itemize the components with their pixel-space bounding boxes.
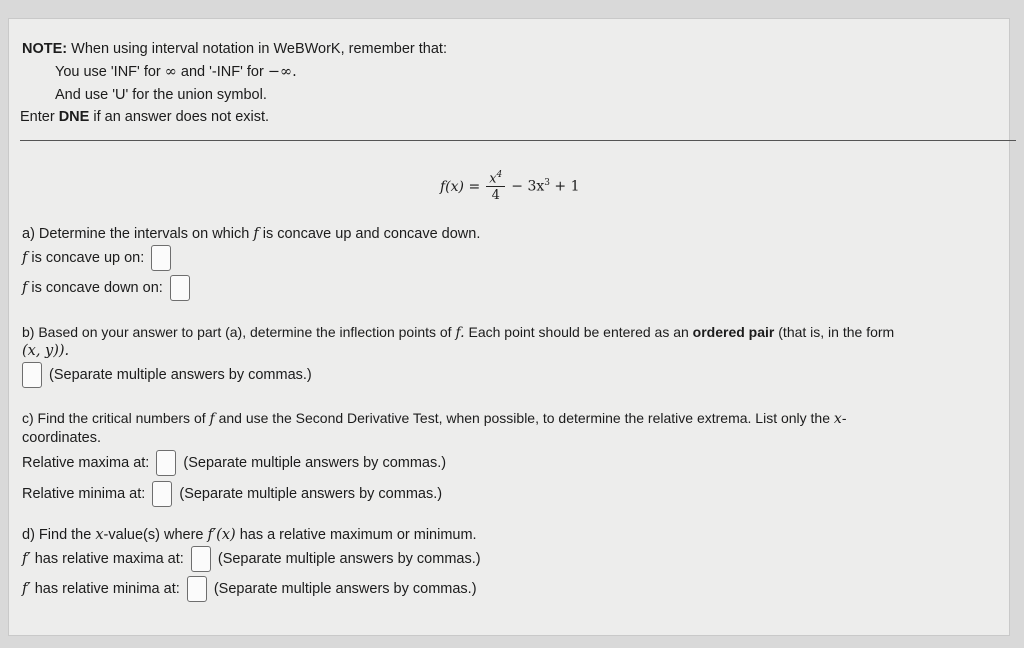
part-b-prompt: b) Based on your answer to part (a), determine the inflection points of f. Each point should be entered as an ordered pair (that is, in the form xyxy=(22,324,895,341)
concave-down-row: f is concave down on: xyxy=(22,275,193,301)
note-inf-text: You use 'INF' for xyxy=(55,64,161,80)
function-formula xyxy=(440,170,580,203)
fprime-minima-row: f′ has relative minima at: (Separate multiple answers by commas.) xyxy=(22,576,477,602)
part-b-form: (x, y)). xyxy=(22,343,70,359)
note-line-4 xyxy=(20,109,269,125)
infinity-symbol: ∞ xyxy=(164,64,177,80)
inflection-points-input[interactable] xyxy=(22,362,42,388)
note-dne: DNE xyxy=(58,109,90,125)
inflection-row xyxy=(22,362,312,388)
relative-minima-row xyxy=(22,481,442,507)
relative-maxima-row xyxy=(22,450,446,476)
relative-minima-input[interactable] xyxy=(152,481,172,507)
note-neginf-text: and '-INF' for xyxy=(180,64,264,80)
fprime-maxima-input[interactable] xyxy=(191,546,211,572)
fprime-minima-input[interactable] xyxy=(187,576,207,602)
part-c-prompt: c) Find the critical numbers of f and use the Second Derivative Test, when possible, to determine the relative extrema. List only the x- xyxy=(22,410,847,427)
note-line-2 xyxy=(55,64,297,80)
note-enter-text: Enter xyxy=(20,109,55,125)
part-a-prompt: a) Determine the intervals on which f is concave up and concave down. xyxy=(22,226,481,242)
relative-minima-hint: (Separate multiple answers by commas.) xyxy=(179,485,443,502)
concave-up-label: is concave up on: xyxy=(31,249,145,266)
formula-fraction xyxy=(486,170,505,203)
formula-lhs: f(x) = xyxy=(440,178,481,195)
note-line-3: And use 'U' for the union symbol. xyxy=(55,87,267,103)
fraction-numerator: $x^4$ xyxy=(486,170,505,187)
relative-minima-label: Relative minima at: xyxy=(22,485,146,502)
note-dne-text: if an answer does not exist. xyxy=(93,109,270,125)
concave-down-label: is concave down on: xyxy=(31,279,163,296)
fprime-maxima-label: has relative maxima at: xyxy=(34,550,184,567)
relative-maxima-hint: (Separate multiple answers by commas.) xyxy=(183,454,447,471)
inflection-hint: (Separate multiple answers by commas.) xyxy=(49,366,312,383)
note-label: NOTE: xyxy=(22,41,68,57)
divider xyxy=(20,140,1016,141)
relative-maxima-input[interactable] xyxy=(156,450,176,476)
fprime-maxima-row: f′ has relative maxima at: (Separate multiple answers by commas.) xyxy=(22,546,481,572)
formula-rest: − $3x^3 + 1$ xyxy=(511,178,580,195)
concave-up-input[interactable] xyxy=(151,245,171,271)
part-d-prompt: d) Find the x-value(s) where f′(x) has a relative maximum or minimum. xyxy=(22,527,477,543)
note-text-1: When using interval notation in WeBWorK, remember that: xyxy=(71,41,447,57)
fprime-maxima-hint: (Separate multiple answers by commas.) xyxy=(217,550,481,567)
concave-down-input[interactable] xyxy=(170,275,190,301)
part-c-line-2: coordinates. xyxy=(22,430,101,446)
fprime-minima-hint: (Separate multiple answers by commas.) xyxy=(213,580,477,597)
neg-infinity-symbol: −∞. xyxy=(267,64,297,80)
fraction-denominator: 4 xyxy=(491,188,500,204)
note-line-1 xyxy=(22,41,447,57)
fprime-minima-label: has relative minima at: xyxy=(34,580,180,597)
concave-up-row: f is concave up on: xyxy=(22,245,174,271)
relative-maxima-label: Relative maxima at: xyxy=(22,454,150,471)
